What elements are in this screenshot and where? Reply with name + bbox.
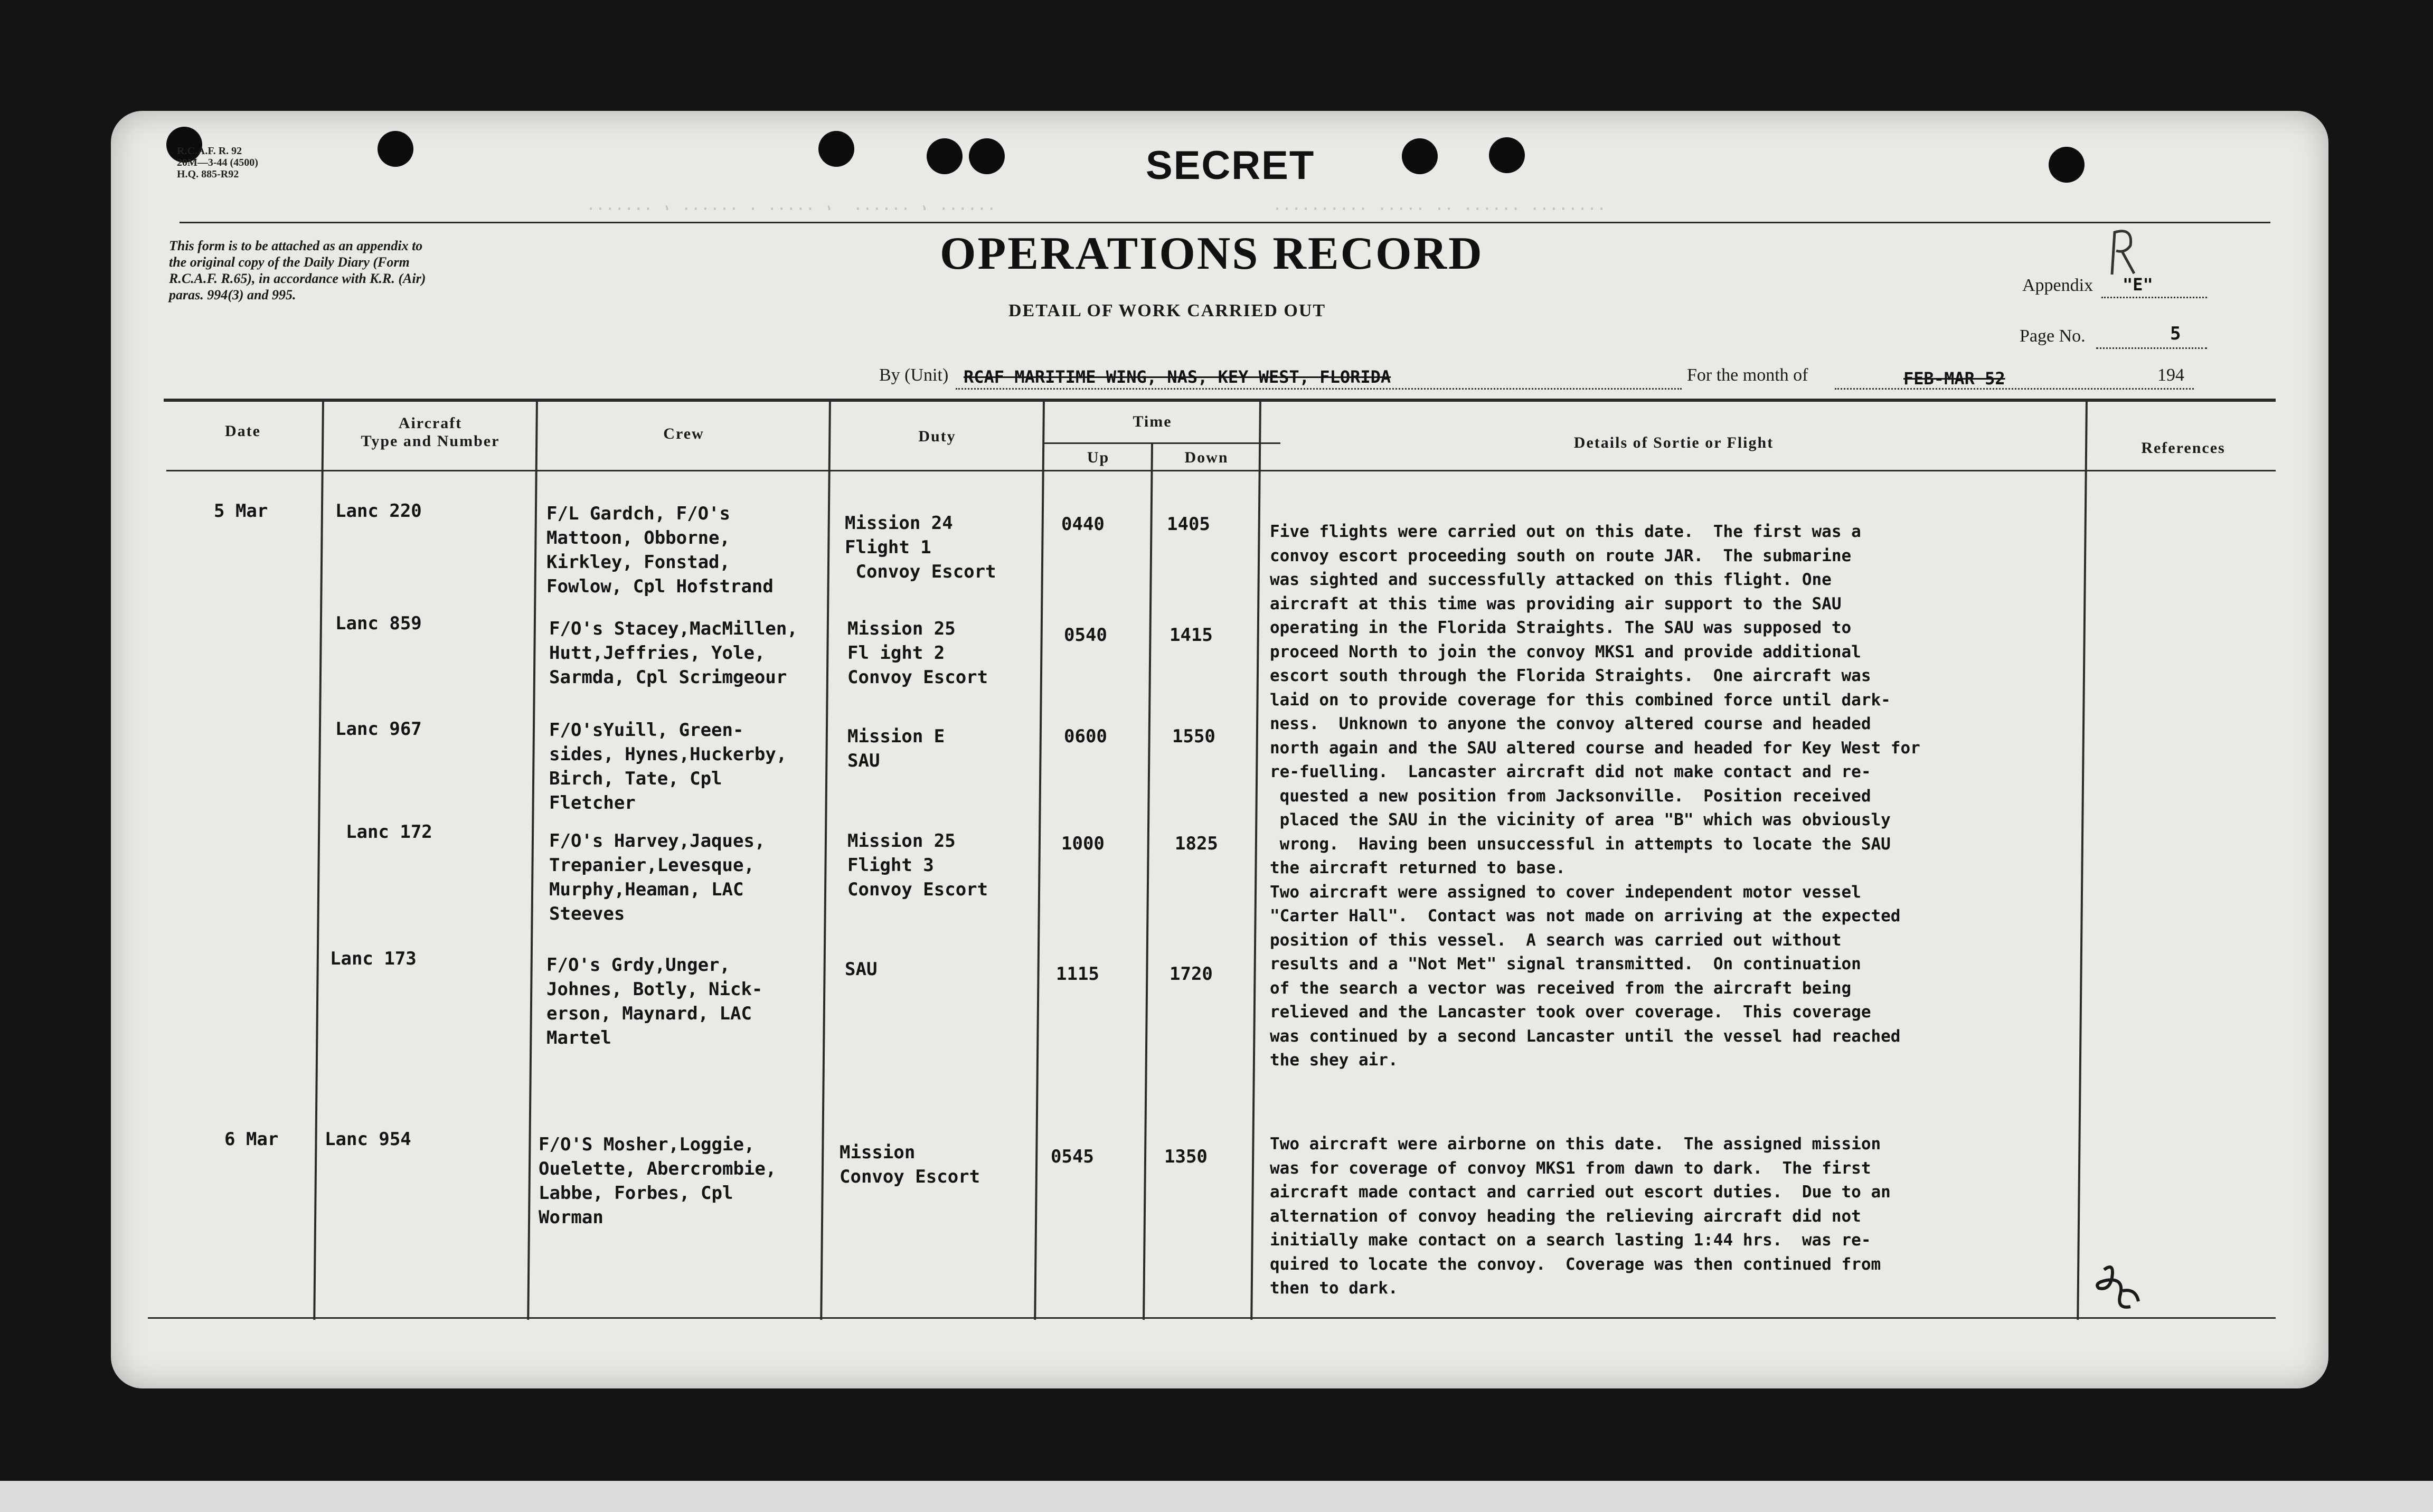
year-suffix: 194	[2155, 365, 2186, 385]
row-time-down: 1720	[1170, 963, 1213, 985]
bleed-through-text: ....... , ...... . ..... , ...... , ......	[586, 203, 996, 222]
month-dotline	[1835, 388, 2194, 390]
punch-hole-icon	[2049, 147, 2085, 183]
page-subtitle: DETAIL OF WORK CARRIED OUT	[1008, 301, 1326, 320]
row-duty: Mission 25 Fl ight 2 Convoy Escort	[847, 618, 988, 688]
sortie-details-5-mar: Five flights were carried out on this date. The first was a convoy escort proceeding south on route JAR. The submarine was sighted and successfully attacked on this flight. One aircraft at this time was providing air support to the SAU operating in the Florida Straights. The SAU was supposed to proceed North to join the convoy MKS1 and provide additional escort south through the Florida Straights. One aircraft was laid on to provide coverage for this combined force until dark- ness. Unknown to anyone the convoy altered course and headed north again and the SAU altered course and headed for Key West for re-fuelling. Lancaster aircraft did not make contact and re- quested a new position from Jacksonville. Position received placed the SAU in the vicinity of area "B" which was obviously wrong. Having been unsuccessful in attempts to locate the SAU the aircraft returned to base. Two aircraft were assigned to cover independent motor vessel "Carter Hall". Contact was not made on arriving at the expected position of this vessel. A search was carried out without results and a "Not Met" signal transmitted. On continuation of the search a vector was received from the aircraft being relieved and the Lancaster took over coverage. This coverage was continued by a second Lancaster until the vessel had reached the shey air.	[1270, 522, 1920, 1070]
row-time-down: 1550	[1172, 726, 1215, 747]
page-number-value: 5	[2170, 323, 2181, 344]
form-number: R.C.A.F. R. 92 20M—3-44 (4500) H.Q. 885-R92	[177, 145, 258, 180]
punch-hole-icon	[818, 131, 854, 167]
month-value: FEB-MAR 52	[1903, 368, 2005, 389]
column-header-date: Date	[225, 422, 261, 440]
row-crew: F/O'sYuill, Green- sides, Hynes,Huckerby, Birch, Tate, Cpl Fletcher	[549, 720, 787, 814]
row-aircraft: Lanc 967	[335, 719, 422, 740]
punch-hole-icon	[927, 138, 963, 174]
row-time-down: 1405	[1167, 514, 1210, 535]
row-time-up: 0540	[1064, 625, 1107, 646]
unit-label: By (Unit)	[879, 365, 949, 385]
column-divider	[820, 399, 831, 1320]
row-time-down: 1415	[1170, 625, 1213, 646]
row-date: 5 Mar	[214, 500, 268, 522]
column-divider	[1143, 443, 1153, 1320]
row-duty: Mission 25 Flight 3 Convoy Escort	[847, 830, 988, 900]
handwritten-mark-icon	[2101, 222, 2149, 285]
row-crew: F/O'S Mosher,Loggie, Ouelette, Abercrombie, Labbe, Forbes, Cpl Worman	[539, 1134, 777, 1228]
column-header-duty: Duty	[918, 428, 956, 445]
row-aircraft: Lanc 172	[346, 821, 432, 843]
row-date: 6 Mar	[224, 1129, 279, 1150]
punch-hole-icon	[1402, 138, 1438, 174]
row-crew: F/L Gardch, F/O's Mattoon, Obborne, Kirkley, Fonstad, Fowlow, Cpl Hofstrand	[546, 503, 774, 597]
column-divider	[1250, 399, 1261, 1320]
row-crew: F/O's Stacey,MacMillen, Hutt,Jeffries, Yole, Sarmda, Cpl Scrimgeour	[549, 618, 798, 688]
table-bottom-rule	[148, 1317, 2276, 1319]
table-top-rule	[164, 399, 2276, 402]
row-time-up: 0600	[1064, 726, 1107, 747]
row-duty: Mission Convoy Escort	[840, 1142, 980, 1187]
column-header-details: Details of Sortie or Flight	[1573, 434, 1774, 451]
row-crew: F/O's Harvey,Jaques, Trepanier,Levesque, Murphy,Heaman, LAC Steeves	[549, 830, 766, 924]
handwritten-initials-icon	[2088, 1259, 2146, 1317]
row-time-up: 0440	[1061, 514, 1105, 535]
operations-record-card	[111, 111, 2328, 1388]
page-title: OPERATIONS RECORD	[940, 228, 1484, 279]
row-aircraft: Lanc 954	[325, 1129, 411, 1150]
column-header-references: References	[2141, 439, 2225, 457]
row-aircraft: Lanc 220	[335, 500, 422, 522]
page-number-dotline	[2096, 347, 2207, 349]
row-time-down: 1825	[1175, 833, 1218, 854]
page-number-label: Page No.	[2020, 326, 2086, 346]
punch-hole-icon	[378, 131, 413, 167]
month-label: For the month of	[1687, 365, 1808, 385]
bleed-through-text: .......... ..... .. ...... ........	[1272, 203, 1607, 222]
scanner-bottom-strip	[0, 1481, 2433, 1512]
row-duty: Mission E SAU	[847, 726, 945, 771]
form-instructions: This form is to be attached as an appendix to the original copy of the Daily Diary (Form R.C.A.F. R.65), in accordance with K.R. (Air) paras. 994(3) and 995.	[169, 238, 426, 303]
appendix-dotline	[2101, 297, 2207, 298]
column-header-time-down: Down	[1184, 449, 1229, 466]
unit-dotline	[956, 388, 1682, 390]
row-crew: F/O's Grdy,Unger, Johnes, Botly, Nick- erson, Maynard, LAC Martel	[546, 955, 763, 1048]
column-divider	[313, 399, 324, 1320]
unit-value: RCAF MARITIME WING, NAS, KEY WEST, FLORIDA	[964, 367, 1391, 387]
sortie-details-6-mar: Two aircraft were airborne on this date. The assigned mission was for coverage of convoy MKS1 from dawn to dark. The first aircraft made contact and carried out escort duties. Due to an alternation of convoy heading the relieving aircraft did not initially make contact on a search lasting 1:44 hrs. was re- quired to locate the convoy. Coverage was then continued from then to dark.	[1270, 1135, 1891, 1298]
column-header-time-up: Up	[1087, 449, 1110, 466]
row-time-up: 1115	[1056, 963, 1099, 985]
row-duty: SAU	[845, 959, 878, 980]
column-header-time: Time	[1133, 413, 1172, 430]
column-divider	[527, 399, 538, 1320]
top-rule	[180, 222, 2270, 223]
time-subheader-rule	[1043, 442, 1280, 444]
punch-hole-icon	[969, 138, 1005, 174]
column-header-aircraft: Aircraft Type and Number	[361, 414, 500, 450]
row-time-down: 1350	[1164, 1146, 1208, 1167]
column-header-crew: Crew	[663, 425, 704, 442]
appendix-label: Appendix	[2022, 276, 2093, 295]
row-time-up: 1000	[1061, 833, 1105, 854]
punch-hole-icon	[1489, 137, 1525, 173]
row-time-up: 0545	[1051, 1146, 1094, 1167]
table-header-bottom-rule	[166, 470, 2276, 471]
row-duty: Mission 24 Flight 1 Convoy Escort	[845, 513, 996, 582]
row-aircraft: Lanc 859	[335, 613, 422, 634]
appendix-value: "E"	[2123, 275, 2153, 295]
row-aircraft: Lanc 173	[330, 948, 417, 969]
classification-label: SECRET	[1146, 143, 1315, 188]
column-divider	[1034, 399, 1045, 1320]
